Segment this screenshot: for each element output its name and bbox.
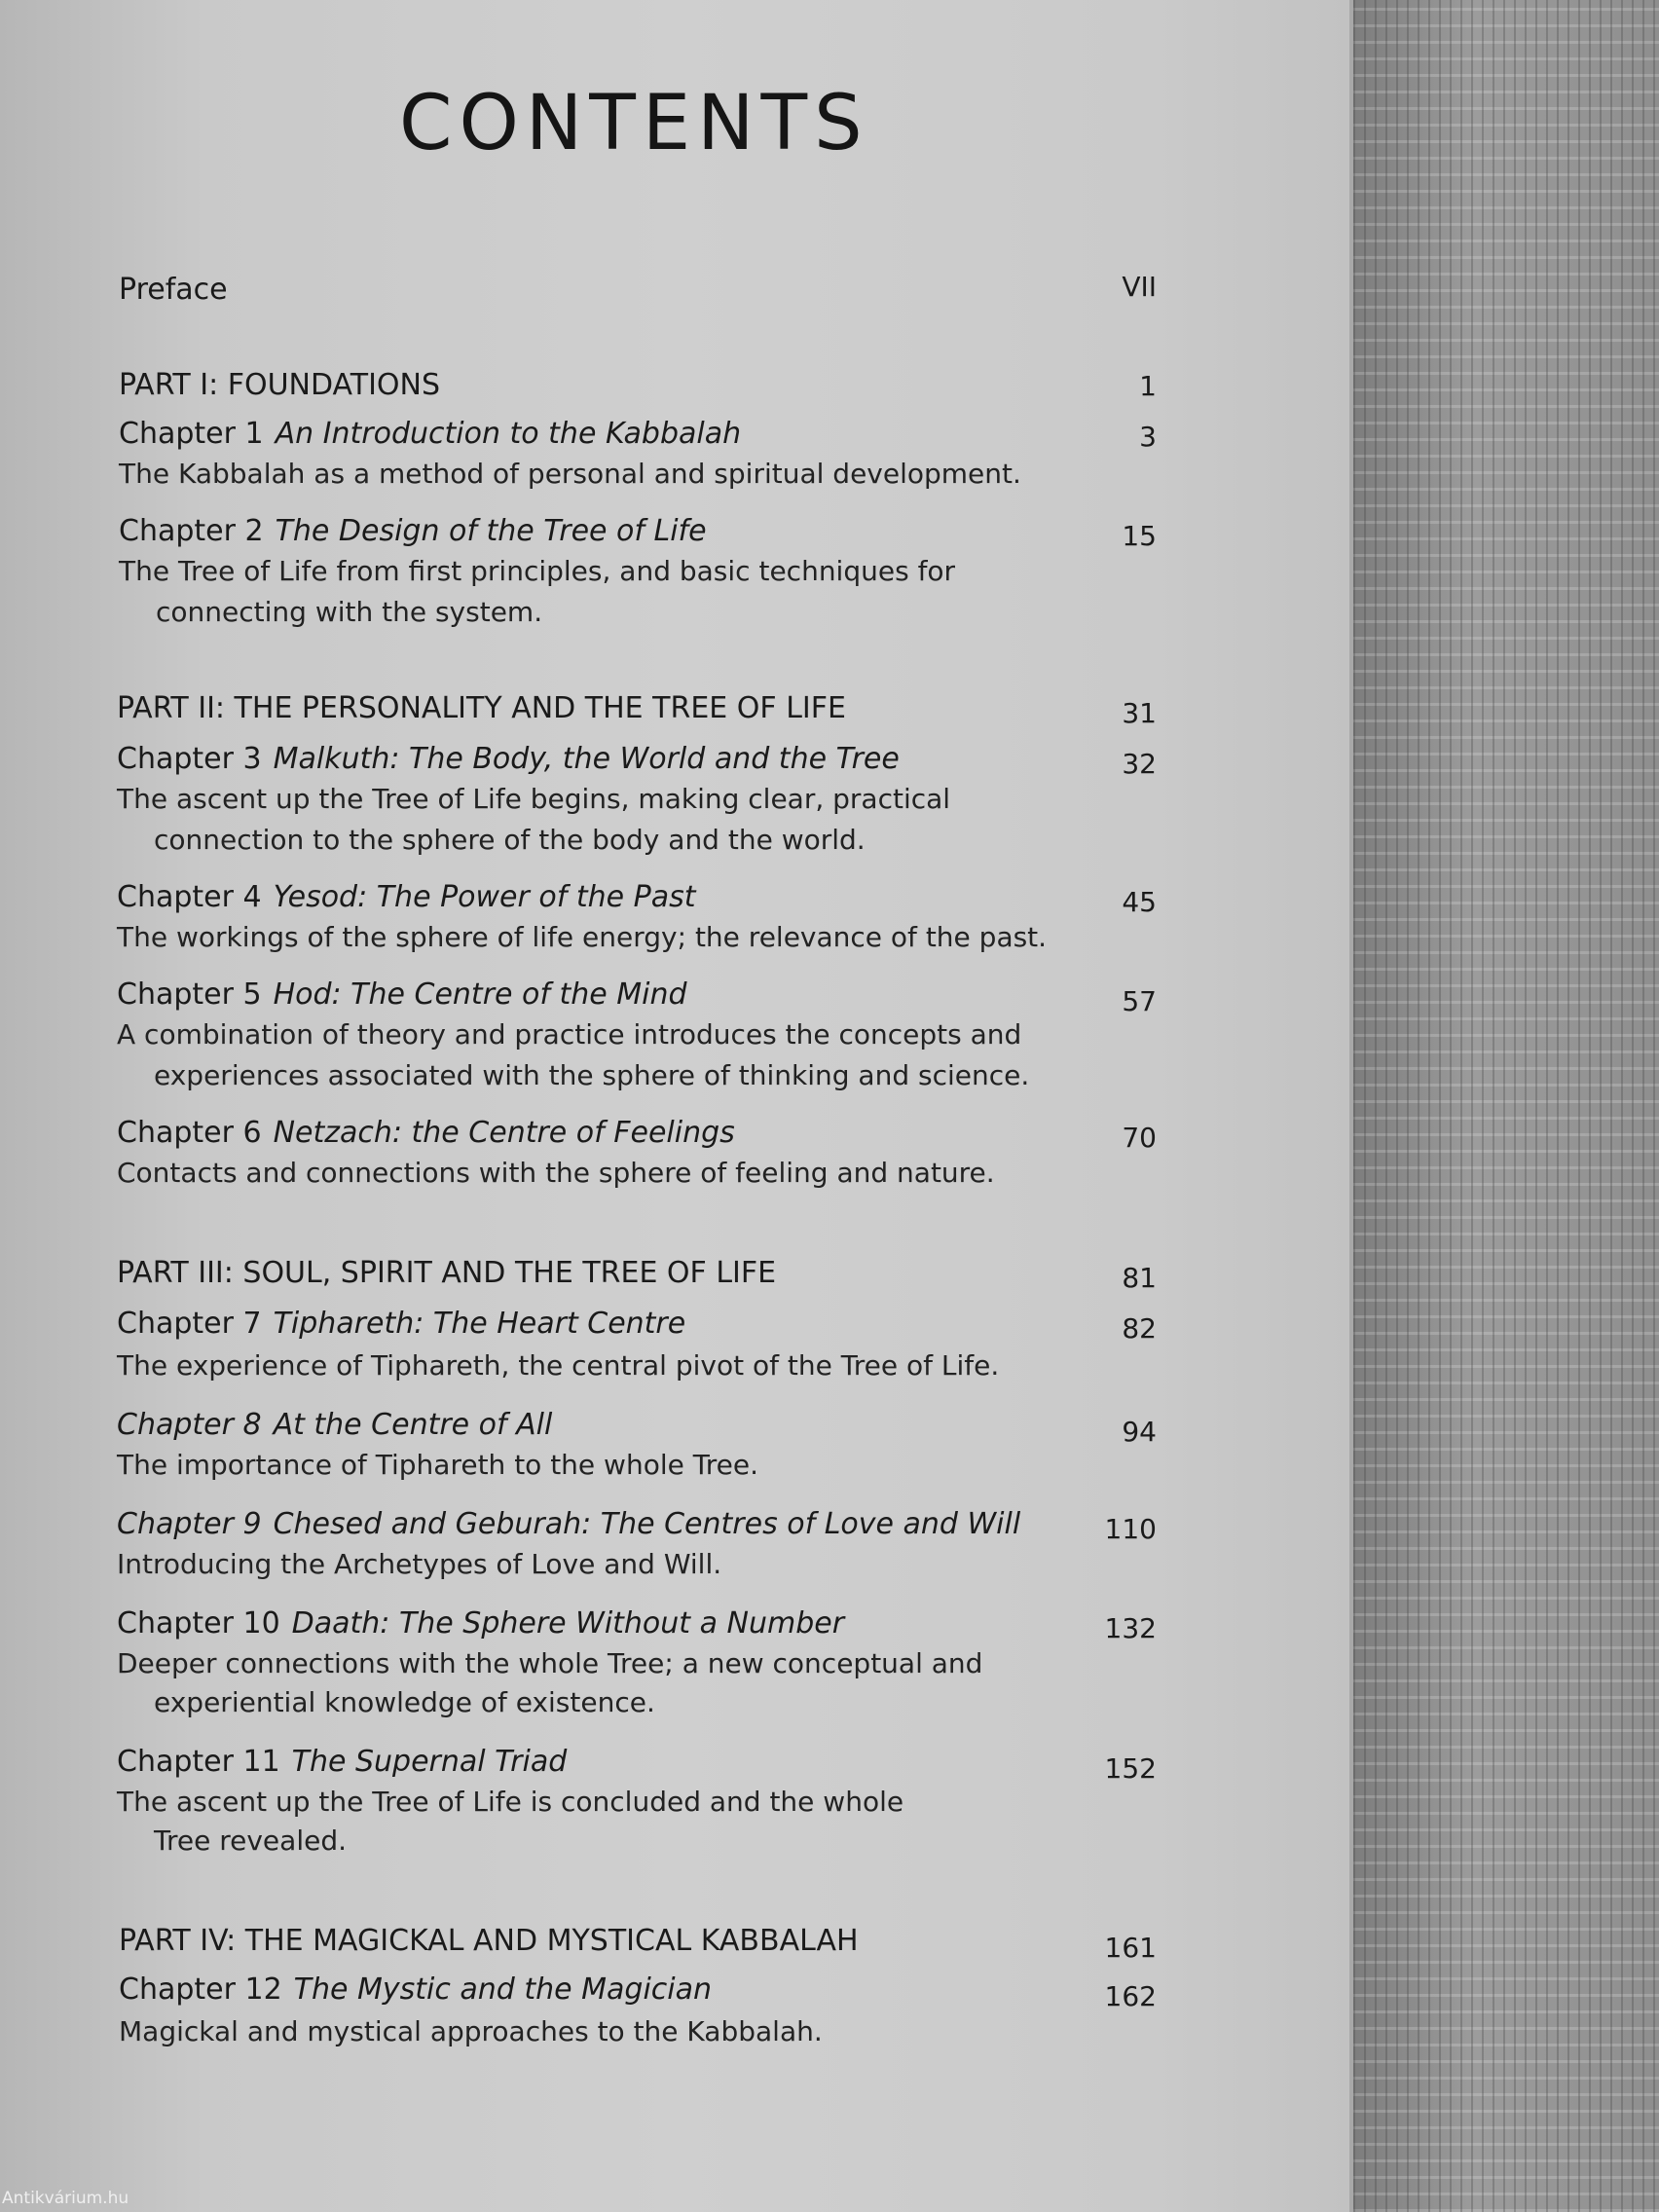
chapter-10-description-cont: experiential knowledge of existence. — [154, 1686, 655, 1718]
chapter-6-title: Netzach: the Centre of Feelings — [273, 1116, 735, 1150]
chapter-5-number: Chapter 5 — [117, 977, 262, 1012]
chapter-7-title: Tiphareth: The Heart Centre — [273, 1307, 686, 1341]
part-3-label: PART III: SOUL, SPIRIT AND THE TREE OF LIFE — [117, 1256, 777, 1290]
chapter-11-title: The Supernal Triad — [291, 1745, 568, 1779]
wood-surface — [1353, 0, 1659, 2212]
chapter-11-page: 152 — [1104, 1752, 1157, 1785]
chapter-3-title: Malkuth: The Body, the World and the Tree — [273, 742, 900, 776]
chapter-8-page: 94 — [1122, 1416, 1157, 1448]
part-2-page: 31 — [1122, 697, 1157, 729]
chapter-10-page: 132 — [1104, 1612, 1157, 1644]
part-1-page: 1 — [1139, 370, 1157, 402]
chapter-12-number: Chapter 12 — [119, 1972, 282, 2007]
chapter-2-page: 15 — [1122, 520, 1157, 552]
part-2-label: PART II: THE PERSONALITY AND THE TREE OF LIFE — [117, 691, 846, 725]
chapter-2-title: The Design of the Tree of Life — [275, 514, 707, 548]
preface-page: VII — [1122, 271, 1157, 303]
chapter-11-description-cont: Tree revealed. — [154, 1825, 347, 1857]
chapter-4-description: The workings of the sphere of life energy; the relevance of the past. — [117, 921, 1048, 953]
chapter-8-description: The importance of Tiphareth to the whole Tree. — [117, 1449, 758, 1481]
chapter-7-page: 82 — [1122, 1312, 1157, 1345]
chapter-2-number: Chapter 2 — [119, 514, 264, 548]
chapter-7-description: The experience of Tiphareth, the central pivot of the Tree of Life. — [117, 1349, 1000, 1382]
chapter-2-description: The Tree of Life from first principles, and basic techniques for — [119, 555, 956, 587]
chapter-9-title: Chesed and Geburah: The Centres of Love and Will — [273, 1507, 1021, 1541]
chapter-11-heading — [117, 1745, 567, 1779]
chapter-4-heading — [117, 880, 695, 914]
chapter-12-heading — [119, 1972, 712, 2007]
chapter-6-number: Chapter 6 — [117, 1116, 262, 1150]
chapter-11-number: Chapter 11 — [117, 1745, 280, 1779]
part-4-page: 161 — [1104, 1932, 1157, 1964]
chapter-3-page: 32 — [1122, 748, 1157, 780]
chapter-1-heading — [119, 417, 741, 451]
preface-label: Preface — [119, 273, 228, 307]
chapter-4-number: Chapter 4 — [117, 880, 262, 914]
chapter-12-title: The Mystic and the Magician — [293, 1972, 713, 2007]
chapter-10-title: Daath: The Sphere Without a Number — [291, 1606, 845, 1641]
chapter-7-number: Chapter 7 — [117, 1307, 262, 1341]
chapter-8-title: At the Centre of All — [273, 1408, 553, 1442]
chapter-4-page: 45 — [1122, 886, 1157, 918]
chapter-1-page: 3 — [1139, 421, 1157, 453]
chapter-9-description: Introducing the Archetypes of Love and Will. — [117, 1548, 722, 1580]
chapter-6-description: Contacts and connections with the sphere of feeling and nature. — [117, 1157, 995, 1189]
chapter-9-page: 110 — [1104, 1513, 1157, 1545]
part-1-label: PART I: FOUNDATIONS — [119, 368, 441, 402]
watermark: Antikvárium.hu — [2, 2189, 129, 2208]
part-3-page: 81 — [1122, 1262, 1157, 1294]
contents-heading: CONTENTS — [399, 80, 869, 167]
chapter-1-description: The Kabbalah as a method of personal and spiritual development. — [119, 458, 1021, 490]
chapter-3-heading — [117, 742, 900, 776]
chapter-2-heading — [119, 514, 707, 548]
part-4-label: PART IV: THE MAGICKAL AND MYSTICAL KABBALAH — [119, 1924, 859, 1958]
chapter-8-heading — [117, 1408, 552, 1442]
chapter-6-heading — [117, 1116, 735, 1150]
chapter-9-heading — [117, 1507, 1020, 1541]
chapter-6-page: 70 — [1122, 1122, 1157, 1154]
chapter-5-title: Hod: The Centre of the Mind — [273, 977, 687, 1012]
chapter-2-description-cont: connecting with the system. — [156, 596, 543, 628]
chapter-5-description: A combination of theory and practice introduces the concepts and — [117, 1018, 1022, 1051]
chapter-10-description: Deeper connections with the whole Tree; a new conceptual and — [117, 1647, 983, 1679]
chapter-12-description: Magickal and mystical approaches to the Kabbalah. — [119, 2015, 823, 2047]
chapter-3-description-cont: connection to the sphere of the body and the world. — [154, 824, 866, 856]
chapter-3-description: The ascent up the Tree of Life begins, making clear, practical — [117, 783, 951, 815]
chapter-8-number: Chapter 8 — [117, 1408, 262, 1442]
chapter-7-heading — [117, 1307, 685, 1341]
chapter-12-page: 162 — [1104, 1980, 1157, 2012]
chapter-1-title: An Introduction to the Kabbalah — [275, 417, 742, 451]
chapter-5-description-cont: experiences associated with the sphere of thinking and science. — [154, 1059, 1030, 1091]
chapter-10-heading — [117, 1606, 844, 1641]
chapter-4-title: Yesod: The Power of the Past — [273, 880, 696, 914]
chapter-9-number: Chapter 9 — [117, 1507, 262, 1541]
chapter-11-description: The ascent up the Tree of Life is concluded and the whole — [117, 1786, 904, 1818]
chapter-1-number: Chapter 1 — [119, 417, 264, 451]
chapter-3-number: Chapter 3 — [117, 742, 262, 776]
chapter-5-page: 57 — [1122, 985, 1157, 1017]
chapter-10-number: Chapter 10 — [117, 1606, 280, 1641]
chapter-5-heading — [117, 977, 687, 1012]
